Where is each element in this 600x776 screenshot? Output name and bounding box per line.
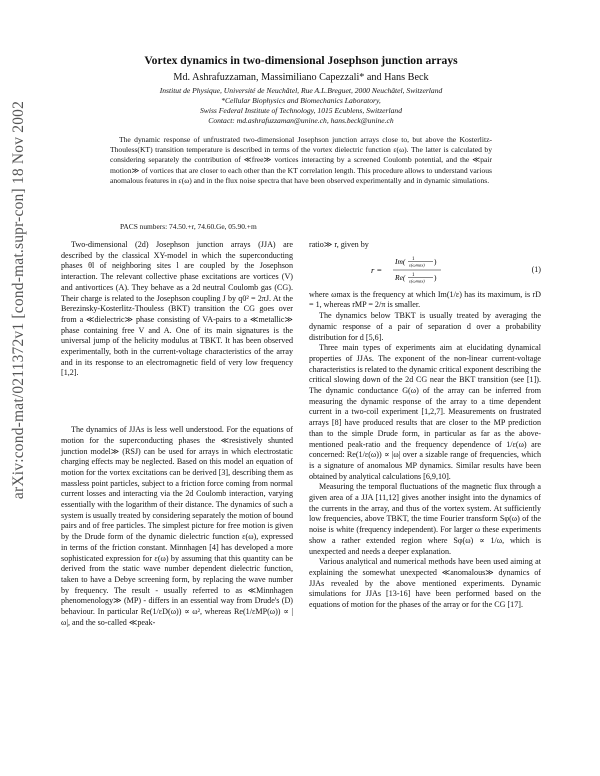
paragraph-methods: Various analytical and numerical methods have been used aiming at explaining the somewhat unexpected ≪anomalous≫ dynamics of JJAs revealed by the above mentioned experiments. Dynamic simulations for JJAs [13-16] have been performed based on the equations of motion for the phases of the array or for the CG [17].	[309, 557, 541, 610]
left-column	[61, 240, 293, 629]
paper-title: Vortex dynamics in two-dimensional Josephson junction arrays	[144, 54, 458, 67]
affiliation-2: *Cellular Biophysics and Biomechanics Laboratory,	[221, 96, 381, 105]
paragraph-flux-noise: Measuring the temporal fluctuations of the magnetic flux through a given area of a JJA [11,12] gives another insight into the dynamics of the currents in the array, and thus of the vortex system. At sufficiently low frequencies, above TBKT, the time Fourier transform Sφ(ω) of the noise is white (frequency independent). For larger ω these experiments show a rather extended region where Sφ(ω) ∝ 1/ω, which is unexpected and needs a deeper explanation.	[309, 482, 541, 556]
eq-top-frac-den: ε(ωmax)	[409, 262, 425, 268]
paragraph-dynamics: The dynamics of JJAs is less well understood. For the equations of motion for the superconducting phases the ≪resistively shunted junction model≫ (RSJ) can be used for arrays in which electrostatic charging effects may be neglected. Based on this model an equation of motion for the vortex excitations can be derived [3], describing them as massless point particles, subject to a friction force coming from normal current losses and interacting via the 2d Coulomb interaction, varying essentially with the logarithm of their distance. The dynamics of such a system is usually treated by considering separately the motion of bound pairs and of free particles. The simplest picture for free motion is given by the Drude form of the dynamic dielectric function ε(ω), expressed in terms of the friction constant. Minnhagen [4] has developed a more sophisticated expression for ε(ω) by assuming that this quantity can be derived from the static wave number dependent dielectric function, taken to have a Debye screening form, by replacing the wave number by frequency. The result - usually referred to as ≪Minnhagen phenomenology≫ (MP) - differs in an essential way from Drude's (D) behaviour. In particular Re(1/εD(ω)) ∝ ω², whereas Re(1/εMP(ω)) ∝ |ω|, and the so-called ≪peak-	[61, 425, 293, 627]
eq-bot-frac-den: ε(ωmax)	[409, 278, 425, 284]
arxiv-stamp-text: arXiv:cond-mat/0211372v1 [cond-mat.supr-con] 18 Nov 2002	[10, 100, 27, 500]
eq-top-close: )	[434, 256, 437, 266]
equation-1	[309, 254, 541, 286]
contact-line: Contact: md.ashrafuzzaman@unine.ch, hans.beck@unine.ch	[208, 116, 394, 125]
paragraph-peak-ratio: ratio≫ r, given by	[309, 240, 369, 249]
eq-top-frac-num: 1	[412, 256, 415, 262]
paragraph-omega-max: where ωmax is the frequency at which Im(1/ε) has its maximum, is rD = 1, whereas rMP = 2/π is smaller.	[309, 289, 541, 310]
eq-bot-close: )	[434, 272, 437, 282]
affiliation-3: Swiss Federal Institute of Technology, 1015 Ecublens, Switzerland	[200, 106, 402, 115]
paragraph-below-tbkt: The dynamics below TBKT is usually treated by averaging the dynamic response of a pair of separation d over a probability distribution for d [5,6].	[309, 311, 541, 342]
paragraph-intro: Two-dimensional (2d) Josephson junction arrays (JJA) are described by the classical XY-model in which the superconducting phases θl of neighboring sites l are coupled by the Josephson interaction. The relevant collective phase excitations are vortices (V) and antivortices (A). They behave as a 2d neutral Coulomb gas (CG). Their charge is related to the Josephson coupling J by q0² = 2πJ. At the Berezinsky-Kosterlitz-Thouless (BKT) transition the CG goes over from a ≪dielectric≫ phase consisting of VA-pairs to a ≪metallic≫ phase containing free V and A. One of its main signatures is the universal jump of the helicity modulus at TBKT. It has been observed experimentally, both in the current-voltage characteristics of the array and in its response to an electromagnetic field of very low frequency [1,2].	[61, 240, 293, 378]
right-column	[309, 240, 541, 611]
abstract: The dynamic response of unfrustrated two-dimensional Josephson junction arrays close to, but above the Kosterlitz-Thouless(KT) transition temperature is described in terms of the vortex dielectric function ε(ω). The latter is calculated by considering separately the contribution of ≪free≫ vortices interacting by a screened Coulomb potential, and the ≪pair motion≫ of vortices that are closer to each other than the KT correlation length. This procedure allows to understand various anomalous features in ε(ω) and in the flux noise spectra that have been observed experimentally and in dynamic simulations.	[110, 135, 492, 185]
eq-top-im: Im(	[395, 256, 406, 266]
eq-bot-frac-num: 1	[412, 272, 415, 278]
affiliation-1: Institut de Physique, Université de Neuchâtel, Rue A.L.Breguet, 2000 Neuchâtel, Switzerland	[159, 86, 443, 95]
equation-number: (1)	[531, 264, 541, 274]
eq-lhs: r =	[371, 264, 383, 275]
paragraph-experiments: Three main types of experiments aim at elucidating dynamical properties of JJAs. The exponent of the non-linear current-voltage characteristics is related to the dynamic critical exponent describing the critical slowing down of the 2d CG near the BKT transition (see [1]). The dynamic conductance G(ω) of the array can be inferred from measuring the dynamic response of the array to a time dependent current in a two-coil experiment [1,2,7]. Measurements on frustrated arrays [8] have produced results that are closer to the MP prediction than to the simple Drude form, in particular as far as the above-mentioned peak-ratio and the frequency dependence of 1/ε(ω) are concerned: Re(1/ε(ω)) ∝ |ω| over a sizable range of frequencies, which is a signature of anomalous MP dynamics. Similar results have been obtained by analytical calculations [6,9,10].	[309, 343, 541, 481]
equation-1-graphic	[309, 254, 509, 286]
eq-bot-re: Re(	[395, 272, 406, 282]
pacs-numbers: PACS numbers: 74.50.+r, 74.60.Ge, 05.90.+m	[120, 222, 257, 231]
arxiv-stamp	[8, 40, 30, 560]
author-list: Md. Ashrafuzzaman, Massimiliano Capezzali* and Hans Beck	[173, 72, 429, 83]
